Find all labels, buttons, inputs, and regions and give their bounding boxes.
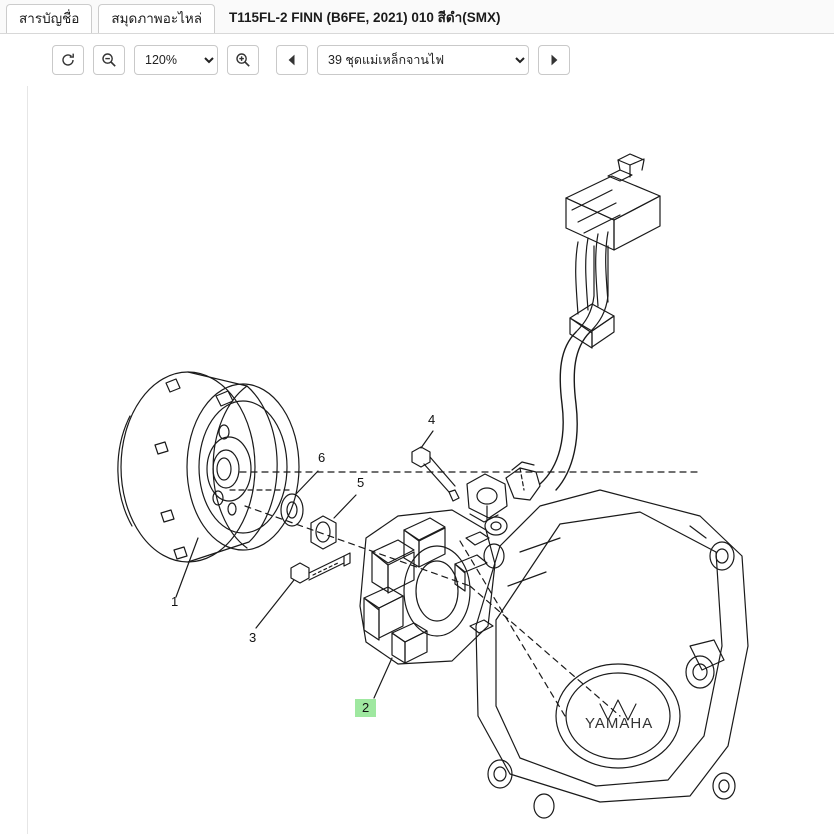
refresh-icon [60, 52, 76, 68]
zoom-in-button[interactable] [227, 45, 259, 75]
callout-6[interactable]: 6 [318, 450, 326, 465]
zoom-level-select[interactable] [134, 45, 218, 75]
previous-page-button[interactable] [276, 45, 308, 75]
refresh-button[interactable] [52, 45, 84, 75]
callout-5[interactable]: 5 [357, 475, 365, 490]
zoom-in-icon [235, 52, 251, 68]
chevron-right-icon [546, 52, 562, 68]
toolbar [0, 34, 834, 86]
page-title: T115FL-2 FINN (B6FE, 2021) 010 สีดำ(SMX) [229, 10, 501, 25]
yamaha-emblem-text: YAMAHA [585, 715, 654, 732]
tab-parts-catalog[interactable]: สมุดภาพอะไหล่ [98, 4, 215, 33]
zoom-out-icon [101, 52, 117, 68]
callout-3[interactable]: 3 [249, 630, 257, 645]
callout-4[interactable]: 4 [428, 412, 436, 427]
diagram-canvas[interactable] [0, 86, 834, 834]
parts-diagram [0, 86, 834, 834]
callout-2[interactable]: 2 [355, 699, 376, 717]
tab-name-index[interactable]: สารบัญชื่อ [6, 4, 92, 33]
tab-bar [0, 0, 834, 34]
next-page-button[interactable] [538, 45, 570, 75]
page-select[interactable] [317, 45, 529, 75]
callout-1[interactable]: 1 [171, 594, 179, 609]
chevron-left-icon [284, 52, 300, 68]
zoom-out-button[interactable] [93, 45, 125, 75]
